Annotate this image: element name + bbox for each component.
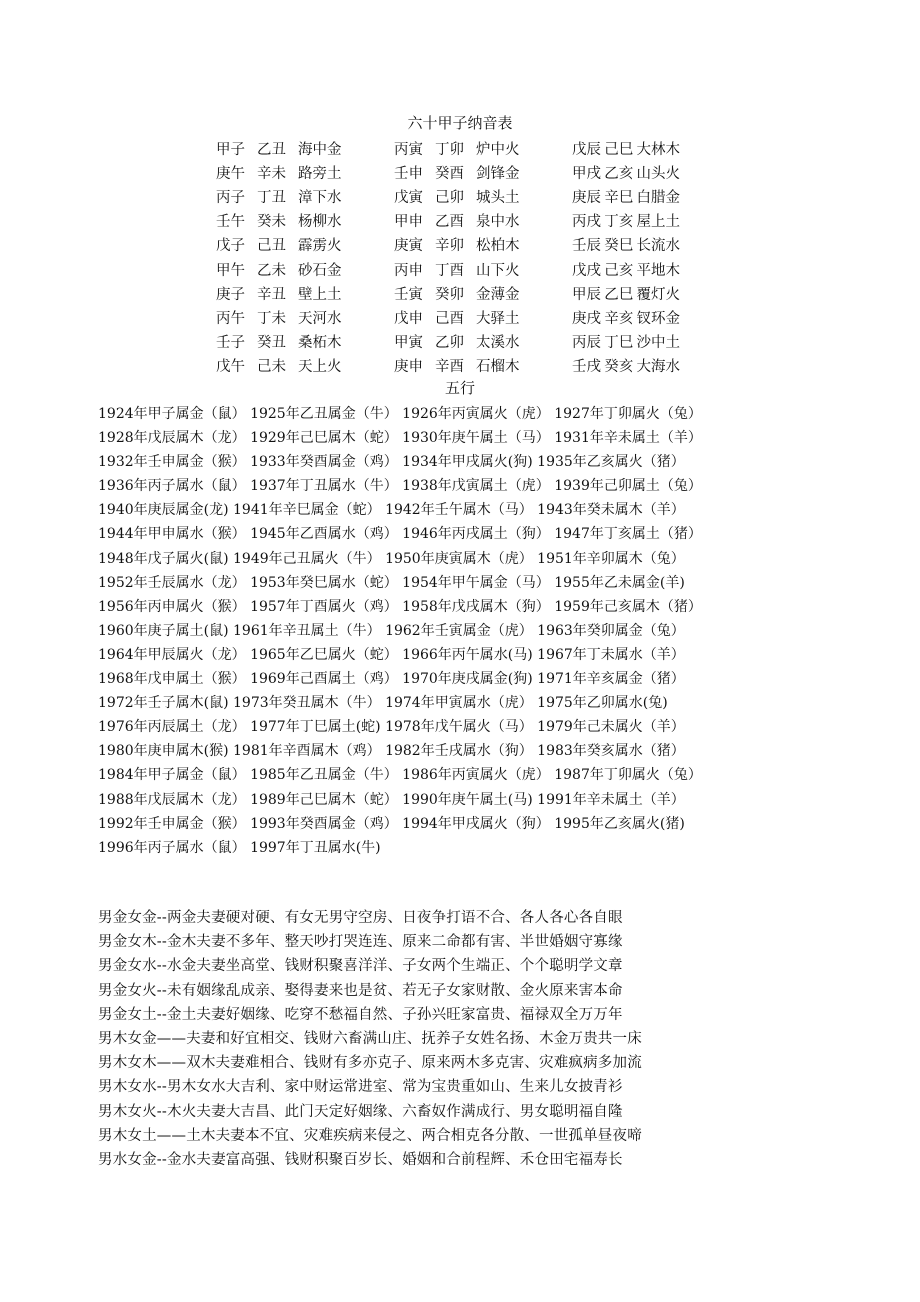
marriage-pairing-line: 男木女火--木火夫妻大吉昌、此门天定好姻缘、六畜奴作满成行、男女聪明福自隆 <box>98 1103 623 1120</box>
nayin-cell <box>216 210 394 231</box>
wuxing-year-line: 1936年丙子属水（鼠） 1937年丁丑属水（牛） 1938年戊寅属土（虎） 1939年己卯属土（兔） <box>98 478 702 495</box>
ganzhi-pair: 辛亥 <box>604 310 634 327</box>
nayin-cell <box>572 283 712 304</box>
nayin-row <box>216 354 736 378</box>
nayin-row <box>216 305 736 329</box>
nayin-element: 平地木 <box>636 262 680 279</box>
wuxing-year-line: 1960年庚子属土(鼠) 1961年辛丑属土（牛） 1962年壬寅属金（虎） 1963年癸卯属金（兔） <box>98 622 685 639</box>
ganzhi-pair: 癸卯 <box>435 286 464 303</box>
ganzhi-pair: 戊申 <box>394 310 423 327</box>
nayin-element: 城头土 <box>476 189 520 206</box>
ganzhi-pair: 甲子 <box>216 141 245 158</box>
ganzhi-pair: 壬子 <box>216 335 245 352</box>
ganzhi-pair: 丁卯 <box>435 141 464 158</box>
ganzhi-pair: 庚午 <box>216 165 245 182</box>
ganzhi-pair: 己卯 <box>435 189 464 206</box>
wuxing-year-line: 1940年庚辰属金(龙) 1941年辛巳属金（蛇） 1942年壬午属木（马） 1943年癸未属木（羊） <box>98 502 685 519</box>
nayin-cell <box>216 283 394 304</box>
ganzhi-pair: 庚寅 <box>394 238 423 255</box>
ganzhi-pair: 庚子 <box>216 286 245 303</box>
ganzhi-pair: 庚申 <box>394 359 423 376</box>
nayin-table-title: 六十甲子纳音表 <box>407 114 513 132</box>
wuxing-year-line: 1944年甲申属水（猴） 1945年乙酉属水（鸡） 1946年丙戌属土（狗） 1947年丁亥属土（猪） <box>98 526 702 543</box>
nayin-element: 砂石金 <box>298 262 342 279</box>
ganzhi-pair: 庚戌 <box>572 310 601 327</box>
ganzhi-pair: 乙巳 <box>604 286 634 303</box>
marriage-pairing-line: 男木女木——双木夫妻难相合、钱财有多亦克子、原来两木多克害、灾难疯病多加流 <box>98 1055 642 1072</box>
wuxing-year-line: 1928年戊辰属木（龙） 1929年己巳属木（蛇） 1930年庚午属土（马） 1931年辛未属土（羊） <box>98 430 702 447</box>
wuxing-year-line: 1996年丙子属水（鼠） 1997年丁丑属水(牛) <box>98 839 381 856</box>
nayin-cell <box>572 331 712 352</box>
ganzhi-pair: 壬寅 <box>394 286 423 303</box>
ganzhi-pair: 甲戌 <box>572 165 601 182</box>
marriage-pairing-line: 男金女木--金木夫妻不多年、整天吵打哭连连、原来二命都有害、半世婚姻守寡缘 <box>98 934 623 951</box>
nayin-cell <box>216 331 394 352</box>
marriage-pairing-list <box>98 906 818 1172</box>
wuxing-year-line: 1964年甲辰属火（龙） 1965年乙巳属火（蛇） 1966年丙午属水(马) 1967年丁未属水（羊） <box>98 646 685 663</box>
ganzhi-pair: 辛丑 <box>257 286 286 303</box>
marriage-pairing-line: 男金女火--未有姻缘乱成亲、娶得妻来也是贫、若无子女家财散、金火原来害本命 <box>98 982 623 999</box>
nayin-row <box>216 330 736 354</box>
nayin-element: 白腊金 <box>636 189 680 206</box>
ganzhi-pair: 乙未 <box>257 262 286 279</box>
ganzhi-pair: 甲辰 <box>572 286 601 303</box>
wuxing-year-line: 1924年甲子属金（鼠） 1925年乙丑属金（牛） 1926年丙寅属火（虎） 1927年丁卯属火（兔） <box>98 406 702 422</box>
nayin-element: 大海水 <box>636 359 680 376</box>
ganzhi-pair: 乙酉 <box>435 214 464 231</box>
ganzhi-pair: 癸未 <box>257 214 286 231</box>
nayin-element: 长流水 <box>636 238 680 255</box>
nayin-cell <box>394 259 572 280</box>
wuxing-year-line: 1992年壬申属金（猴） 1993年癸酉属金（鸡） 1994年甲戌属火（狗） 1995年乙亥属火(猪) <box>98 815 685 832</box>
nayin-element: 壁上土 <box>298 286 342 303</box>
nayin-element: 大驿土 <box>476 310 520 327</box>
ganzhi-pair: 丁酉 <box>435 262 464 279</box>
nayin-cell <box>216 355 394 376</box>
ganzhi-pair: 丙申 <box>394 262 423 279</box>
ganzhi-pair: 辛酉 <box>435 359 464 376</box>
ganzhi-pair: 辛卯 <box>435 238 464 255</box>
marriage-pairing-line: 男金女水--水金夫妻坐高堂、钱财积聚喜洋洋、子女两个生端正、个个聪明学文章 <box>98 958 623 975</box>
marriage-pairing-line: 男金女金--两金夫妻硬对硬、有女无男守空房、日夜争打语不合、各人各心各自眼 <box>98 910 623 926</box>
wuxing-year-line: 1984年甲子属金（鼠） 1985年乙丑属金（牛） 1986年丙寅属火（虎） 1987年丁卯属火（兔） <box>98 767 702 784</box>
nayin-cell <box>572 307 712 328</box>
ganzhi-pair: 己酉 <box>435 310 464 327</box>
nayin-cell <box>572 355 712 376</box>
nayin-element: 漳下水 <box>298 189 342 206</box>
nayin-cell <box>572 138 712 159</box>
ganzhi-pair: 癸酉 <box>435 165 464 182</box>
nayin-element: 山头火 <box>636 165 680 182</box>
ganzhi-pair: 戊子 <box>216 238 245 255</box>
ganzhi-pair: 壬午 <box>216 214 245 231</box>
ganzhi-pair: 乙亥 <box>604 165 634 182</box>
nayin-element: 泉中水 <box>476 214 520 231</box>
nayin-element: 金薄金 <box>476 286 520 303</box>
nayin-cell <box>216 138 394 159</box>
ganzhi-pair: 丁亥 <box>604 214 634 231</box>
ganzhi-pair: 乙丑 <box>257 141 286 158</box>
ganzhi-pair: 癸丑 <box>257 335 286 352</box>
wuxing-year-line: 1932年壬申属金（猴） 1933年癸酉属金（鸡） 1934年甲戌属火(狗) 1935年乙亥属火（猪） <box>98 454 685 471</box>
ganzhi-pair: 庚辰 <box>572 189 601 206</box>
nayin-cell <box>572 162 712 183</box>
ganzhi-pair: 丙寅 <box>394 141 423 158</box>
wuxing-year-line: 1948年戊子属火(鼠) 1949年己丑属火（牛） 1950年庚寅属木（虎） 1951年辛卯属木（兔） <box>98 550 685 567</box>
ganzhi-pair: 己未 <box>257 359 286 376</box>
wuxing-year-line: 1972年壬子属木(鼠) 1973年癸丑属木（牛） 1974年甲寅属水（虎） 1975年乙卯属水(兔) <box>98 695 668 712</box>
nayin-cell <box>394 331 572 352</box>
nayin-element: 松柏木 <box>476 238 520 255</box>
nayin-element: 杨柳水 <box>298 214 342 231</box>
ganzhi-pair: 甲午 <box>216 262 245 279</box>
nayin-cell <box>572 259 712 280</box>
nayin-element: 大林木 <box>636 141 680 158</box>
wuxing-year-line: 1988年戊辰属木（龙） 1989年己巳属木（蛇） 1990年庚午属土(马) 1991年辛未属土（羊） <box>98 791 685 808</box>
nayin-element: 剑锋金 <box>476 165 520 182</box>
marriage-pairing-line: 男木女土——土木夫妻本不宜、灾难疾病来侵之、两合相克各分散、一世孤单昼夜啼 <box>98 1127 642 1144</box>
marriage-pairing-line: 男木女金——夫妻和好宜相交、钱财六畜满山庄、抚养子女姓名扬、木金万贵共一床 <box>98 1030 642 1047</box>
nayin-element: 天河水 <box>298 310 342 327</box>
wuxing-title: 五行 <box>444 379 475 397</box>
nayin-cell <box>394 138 572 159</box>
nayin-element: 天上火 <box>298 359 342 376</box>
nayin-cell <box>394 283 572 304</box>
nayin-cell <box>572 234 712 255</box>
nayin-cell <box>216 307 394 328</box>
nayin-element: 路旁土 <box>298 165 342 182</box>
ganzhi-pair: 乙卯 <box>435 335 464 352</box>
nayin-cell <box>216 162 394 183</box>
ganzhi-pair: 甲寅 <box>394 335 423 352</box>
marriage-pairing-line: 男木女水--男木女水大吉利、家中财运常进室、常为宝贵重如山、生来儿女披青衫 <box>98 1079 623 1096</box>
ganzhi-pair: 戊辰 <box>572 141 601 158</box>
ganzhi-pair: 己丑 <box>257 238 286 255</box>
nayin-element: 屋上土 <box>636 214 680 231</box>
ganzhi-pair: 己巳 <box>604 141 634 158</box>
ganzhi-pair: 戊寅 <box>394 189 423 206</box>
nayin-row <box>216 184 736 208</box>
ganzhi-pair: 丙午 <box>216 310 245 327</box>
nayin-cell <box>216 234 394 255</box>
ganzhi-pair: 丙辰 <box>572 335 601 352</box>
nayin-element: 山下火 <box>476 262 520 279</box>
nayin-element: 覆灯火 <box>636 286 680 303</box>
nayin-element: 桑柘木 <box>298 335 342 352</box>
ganzhi-pair: 丁巳 <box>604 335 634 352</box>
ganzhi-pair: 壬辰 <box>572 238 601 255</box>
nayin-row <box>216 233 736 257</box>
nayin-element: 钗环金 <box>636 310 680 327</box>
ganzhi-pair: 癸亥 <box>604 359 634 376</box>
nayin-cell <box>216 259 394 280</box>
ganzhi-pair: 丙子 <box>216 189 245 206</box>
nayin-cell <box>394 355 572 376</box>
nayin-cell <box>572 210 712 231</box>
ganzhi-pair: 戊戌 <box>572 262 601 279</box>
nayin-cell <box>572 186 712 207</box>
nayin-cell <box>216 186 394 207</box>
nayin-row <box>216 281 736 305</box>
ganzhi-pair: 戊午 <box>216 359 245 376</box>
nayin-element: 沙中土 <box>636 335 680 352</box>
wuxing-year-line: 1976年丙辰属土（龙） 1977年丁巳属土(蛇) 1978年戊午属火（马） 1979年己未属火（羊） <box>98 719 685 736</box>
nayin-row <box>216 257 736 281</box>
wuxing-year-list <box>98 402 818 860</box>
nayin-element: 炉中火 <box>476 141 520 158</box>
nayin-row <box>216 136 736 160</box>
marriage-pairing-line: 男金女土--金土夫妻好姻缘、吃穿不愁福自然、子孙兴旺家富贵、福禄双全万万年 <box>98 1006 623 1023</box>
ganzhi-pair: 壬申 <box>394 165 423 182</box>
ganzhi-pair: 甲申 <box>394 214 423 231</box>
ganzhi-pair: 丙戌 <box>572 214 601 231</box>
ganzhi-pair: 己亥 <box>604 262 634 279</box>
nayin-row <box>216 160 736 184</box>
nayin-cell <box>394 162 572 183</box>
nayin-cell <box>394 186 572 207</box>
nayin-row <box>216 209 736 233</box>
ganzhi-pair: 癸巳 <box>604 238 634 255</box>
wuxing-year-line: 1980年庚申属木(猴) 1981年辛酉属木（鸡） 1982年壬戌属水（狗） 1983年癸亥属水（猪） <box>98 743 685 760</box>
ganzhi-pair: 壬戌 <box>572 359 601 376</box>
ganzhi-pair: 丁未 <box>257 310 286 327</box>
nayin-element: 霹雳火 <box>298 238 342 255</box>
ganzhi-pair: 辛未 <box>257 165 286 182</box>
wuxing-year-line: 1952年壬辰属水（龙） 1953年癸巳属水（蛇） 1954年甲午属金（马） 1955年乙未属金(羊) <box>98 574 685 591</box>
nayin-cell <box>394 307 572 328</box>
wuxing-year-line: 1956年丙申属火（猴） 1957年丁酉属火（鸡） 1958年戊戌属木（狗） 1959年己亥属木（猪） <box>98 598 702 615</box>
wuxing-year-line: 1968年戊申属土（猴） 1969年己酉属土（鸡） 1970年庚戌属金(狗) 1971年辛亥属金（猪） <box>98 671 685 688</box>
ganzhi-pair: 丁丑 <box>257 189 286 206</box>
nayin-cell <box>394 234 572 255</box>
nayin-element: 石榴木 <box>476 359 520 376</box>
ganzhi-pair: 辛巳 <box>604 189 634 206</box>
nayin-element: 海中金 <box>298 141 342 158</box>
nayin-table <box>216 136 736 378</box>
nayin-element: 太溪水 <box>476 335 520 352</box>
marriage-pairing-line: 男水女金--金水夫妻富高强、钱财积聚百岁长、婚姻和合前程辉、禾仓田宅福寿长 <box>98 1151 623 1168</box>
nayin-cell <box>394 210 572 231</box>
